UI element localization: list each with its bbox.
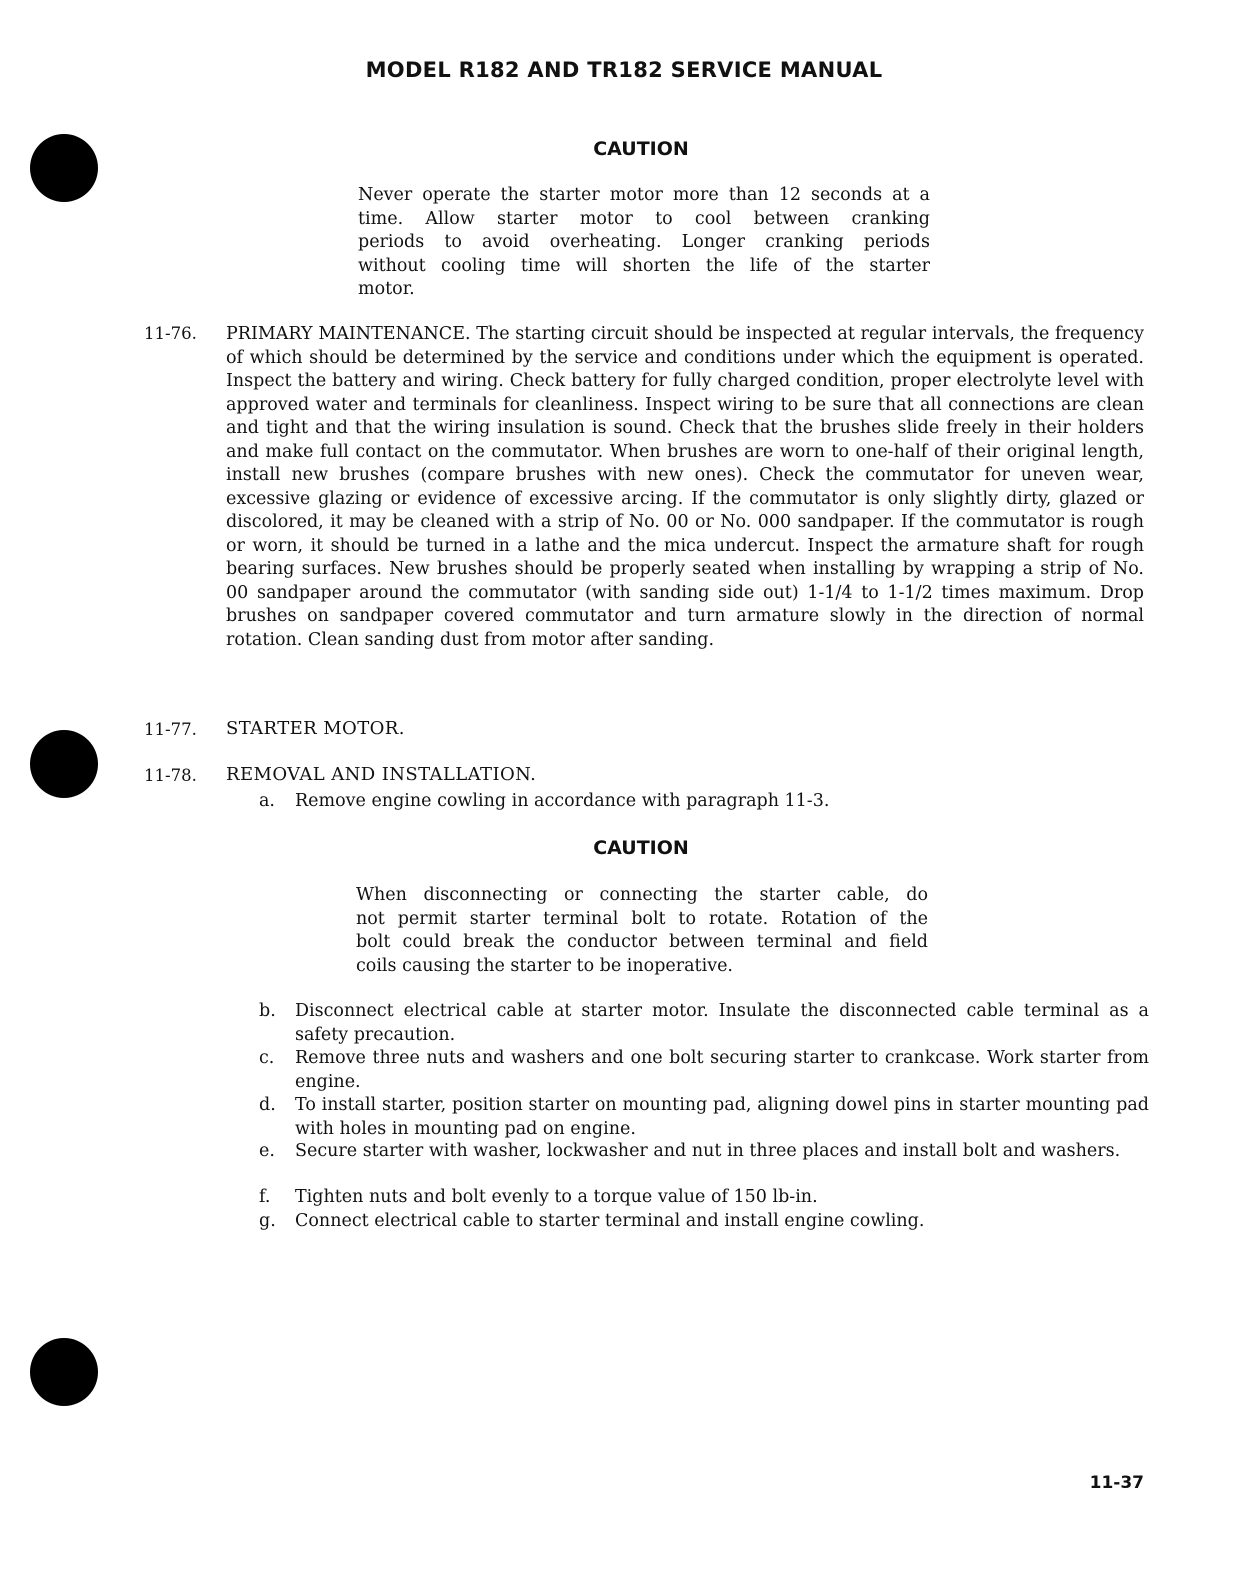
- caution-1-line-2: time. Allow starter motor to cool between cranking: [358, 208, 930, 229]
- step-c: [259, 1047, 1149, 1094]
- page-title: MODEL R182 AND TR182 SERVICE MANUAL: [365, 58, 883, 82]
- paragraph-number-11-76: 11-76.: [144, 324, 197, 343]
- step-text: To install starter, position starter on mounting pad, aligning dowel pins in starter mounting pad with holes in mounting pad on engine.: [295, 1095, 1149, 1139]
- step-letter: g.: [259, 1211, 276, 1231]
- step-f: [259, 1186, 1149, 1210]
- step-e: [259, 1140, 1149, 1164]
- caution-1-line-5: motor.: [358, 279, 415, 299]
- caution-heading-2: CAUTION: [593, 837, 689, 859]
- paragraph-number-11-78: 11-78.: [144, 766, 197, 785]
- caution-text-1: [358, 184, 930, 302]
- step-letter: e.: [259, 1141, 275, 1161]
- step-letter: d.: [259, 1095, 276, 1115]
- step-letter: c.: [259, 1048, 275, 1068]
- punch-hole-middle: [30, 730, 98, 798]
- step-text: Disconnect electrical cable at starter motor. Insulate the disconnected cable terminal as a safety precaution.: [295, 1001, 1149, 1045]
- step-b: [259, 1000, 1149, 1047]
- step-g: [259, 1210, 1149, 1234]
- caution-1-line-4: without cooling time will shorten the life of the starter: [358, 255, 930, 276]
- caution-2-line-4: coils causing the starter to be inoperative.: [356, 955, 733, 976]
- paragraph-title-removal-installation: REMOVAL AND INSTALLATION.: [226, 764, 537, 785]
- paragraph-title-starter-motor: STARTER MOTOR.: [226, 718, 405, 739]
- step-text: Secure starter with washer, lockwasher and nut in three places and install bolt and washers.: [295, 1141, 1121, 1161]
- caution-1-line-3: periods to avoid overheating. Longer cranking periods: [358, 232, 930, 252]
- caution-2-line-1: When disconnecting or connecting the starter cable, do: [356, 885, 928, 905]
- page-number: 11-37: [1089, 1473, 1144, 1493]
- caution-heading-1: CAUTION: [593, 138, 689, 160]
- punch-hole-bottom: [30, 1338, 98, 1406]
- step-text: Remove engine cowling in accordance with paragraph 11-3.: [295, 791, 830, 811]
- caution-2-line-2: not permit starter terminal bolt to rotate. Rotation of the: [356, 908, 928, 929]
- paragraph-number-11-77: 11-77.: [144, 720, 197, 739]
- step-text: Tighten nuts and bolt evenly to a torque value of 150 lb-in.: [295, 1187, 818, 1207]
- caution-2-line-3: bolt could break the conductor between terminal and field: [356, 932, 928, 952]
- caution-text-2: [356, 884, 928, 978]
- step-a: [259, 790, 1149, 814]
- step-letter: b.: [259, 1001, 276, 1021]
- caution-1-line-1: Never operate the starter motor more than 12 seconds at a: [358, 185, 930, 205]
- step-text: Remove three nuts and washers and one bolt securing starter to crankcase. Work starter from engine.: [295, 1048, 1149, 1092]
- paragraph-primary-maintenance: PRIMARY MAINTENANCE. The starting circuit should be inspected at regular intervals, the frequency of which should be determined by the service and conditions under which the equipment is operated. Inspect the battery and wiring. Check battery for fully charged condition, proper electrolyte level with approved water and terminals for cleanliness. Inspect wiring to be sure that all connections are clean and tight and that the wiring insulation is sound. Check that the brushes slide freely in their holders and make full contact on the commutator. When brushes are worn to one-half of their original length, install new brushes (compare brushes with new ones). Check the commutator for uneven wear, excessive glazing or evidence of excessive arcing. If the commutator is only slightly dirty, glazed or discolored, it may be cleaned with a strip of No. 00 or No. 000 sandpaper. If the commutator is rough or worn, it should be turned in a lathe and the mica undercut. Inspect the armature shaft for rough bearing surfaces. New brushes should be properly seated when installing by wrapping a strip of No. 00 sandpaper around the commutator (with sanding side out) 1-1/4 to 1-1/2 times maximum. Drop brushes on sandpaper covered commutator and turn armature slowly in the direction of normal rotation. Clean sanding dust from motor after sanding.: [226, 324, 1144, 650]
- step-letter: f.: [259, 1187, 271, 1207]
- step-letter: a.: [259, 791, 275, 811]
- step-text: Connect electrical cable to starter terminal and install engine cowling.: [295, 1211, 925, 1231]
- step-d: [259, 1094, 1149, 1141]
